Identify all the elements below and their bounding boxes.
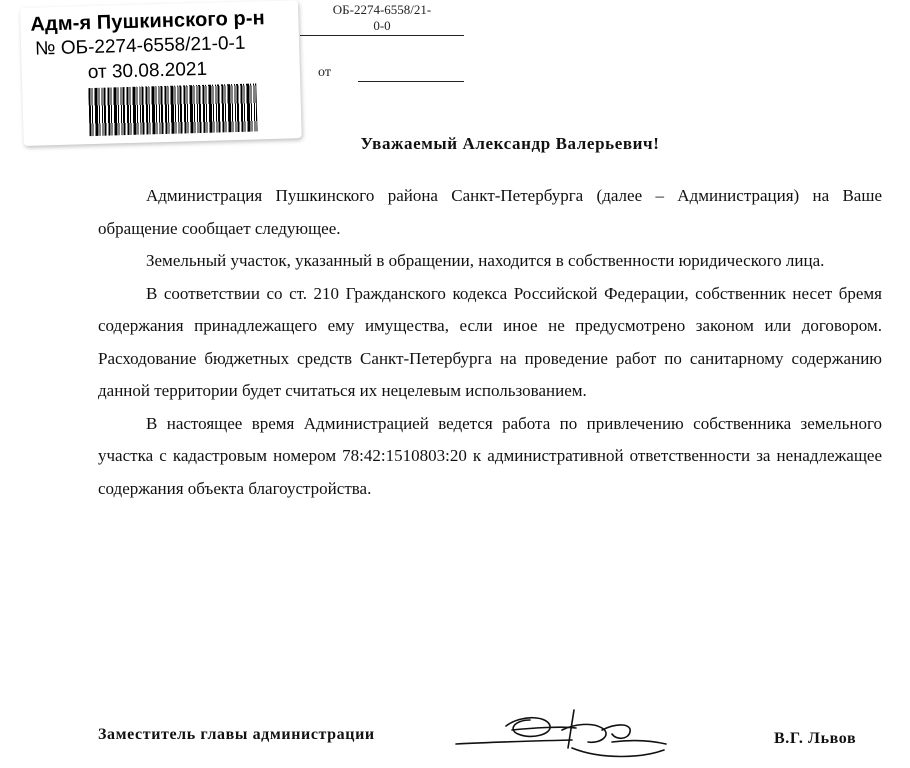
outgoing-number-line1: ОБ-2274-6558/21-	[332, 2, 432, 17]
registration-stamp	[20, 0, 302, 146]
salutation: Уважаемый Александр Валерьевич!	[360, 134, 660, 153]
outgoing-number-line2: 0-0	[300, 18, 464, 36]
signatory-position: Заместитель главы администрации	[98, 726, 375, 743]
stamp-organization: Адм-я Пушкинского р-н	[30, 7, 266, 36]
barcode-icon	[88, 83, 257, 136]
signatory-name: В.Г. Львов	[774, 730, 857, 747]
paragraph: В настоящее время Администрацией ведется работа по привлечению собственника земельного участка с кадастровым номером 78:42:1510803:20 к административной ответственности за ненадлежащее содержания объекта благоустройства.	[98, 413, 882, 498]
handwritten-signature-icon	[452, 700, 702, 768]
paragraph: Администрация Пушкинского района Санкт-Петербурга (далее – Администрация) на Ваше обращение сообщает следующее.	[98, 186, 882, 238]
paragraph: Земельный участок, указанный в обращении, находится в собственности юридического лица.	[146, 251, 825, 270]
outgoing-date-label: от	[318, 65, 331, 80]
letter-body	[98, 180, 882, 505]
stamp-number: № ОБ-2274-6558/21-0-1	[34, 32, 246, 60]
outgoing-number	[300, 2, 464, 36]
paragraph: В соответствии со ст. 210 Гражданского кодекса Российской Федерации, собственник несет бремя содержания принадлежащего ему имущества, если иное не предусмотрено законом или договором. Расходование бюджетных средств Санкт-Петербурга на проведение работ по санитарному содержанию данной территории будет считаться их нецелевым использованием.	[98, 283, 882, 400]
stamp-date: от 30.08.2021	[87, 58, 208, 84]
outgoing-date-blank	[358, 81, 464, 82]
